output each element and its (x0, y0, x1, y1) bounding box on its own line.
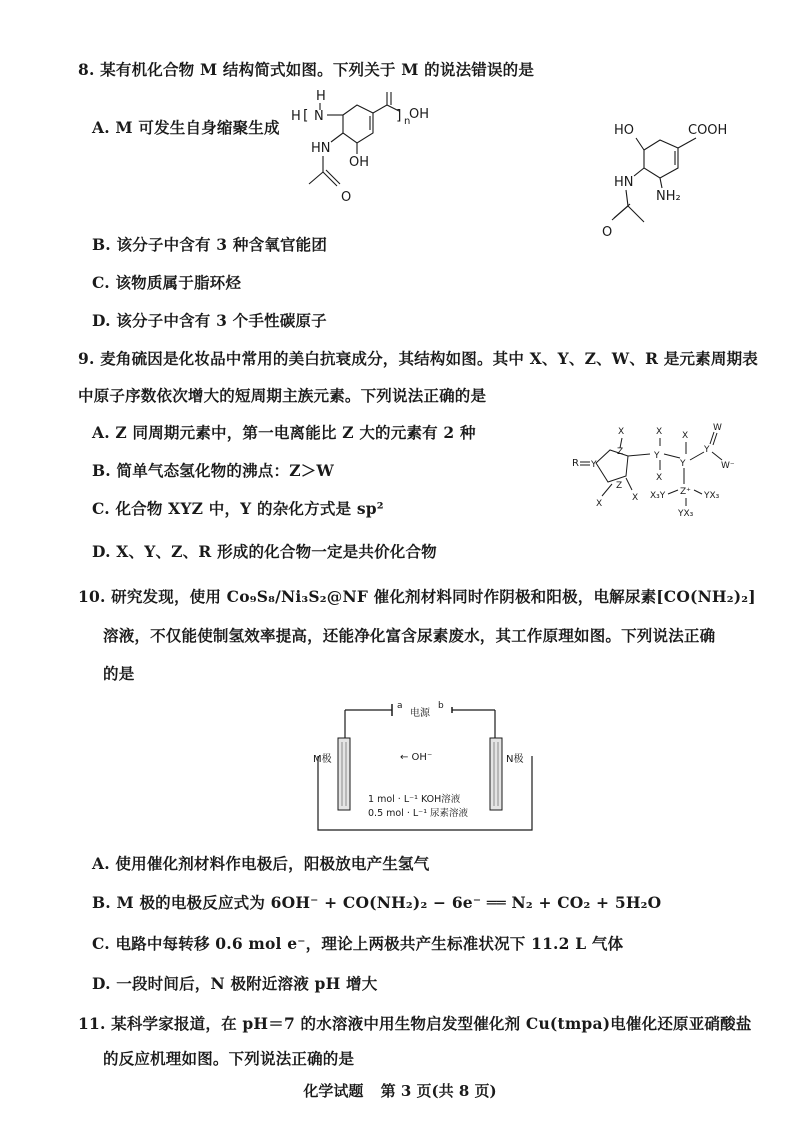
q10-stem-line3: 的是 (103, 664, 135, 683)
q10-option-d: D. 一段时间后，N 极附近溶液 pH 增大 (92, 974, 378, 993)
svg-text:[: [ (303, 108, 309, 124)
m-electrode-label: M极 (313, 754, 332, 765)
solution-koh-label: 1 mol · L⁻¹ KOH溶液 (368, 794, 461, 805)
polymer-oh-ring: OH (349, 155, 370, 170)
polymer-h-top: H (316, 89, 326, 104)
molecule-ho: HO (614, 123, 635, 138)
q11-stem-line2: 的反应机理如图。下列说法正确的是 (103, 1049, 355, 1068)
struct-x6: X (682, 431, 689, 441)
q10-option-c: C. 电路中每转移 0.6 mol e⁻，理论上两极共产生标准状况下 11.2 L 气体 (92, 934, 624, 953)
polymer-n: N (314, 109, 324, 124)
footer-page-number: 第 3 页(共 8 页) (380, 1082, 497, 1100)
struct-w-minus: W⁻ (721, 461, 735, 471)
power-terminal-a: a (397, 701, 403, 711)
struct-y1: Y (591, 460, 597, 470)
struct-y3: Y (680, 459, 686, 469)
solution-urea-label: 0.5 mol · L⁻¹ 尿素溶液 (368, 808, 469, 819)
polymer-oh: OH (409, 107, 430, 122)
q9-option-a: A. Z 同周期元素中，第一电离能比 Z 大的元素有 2 种 (92, 423, 476, 442)
power-source-label: 电源 (410, 708, 430, 719)
struct-x1: X (618, 427, 625, 437)
q8-option-a: A. M 可发生自身缩聚生成 (92, 118, 280, 137)
q10-electrolysis-diagram (300, 698, 550, 838)
q10-stem-line1: 10. 研究发现，使用 Co₉S₈/Ni₃S₂@NF 催化剂材料同时作阴极和阳极，电解尿素[CO(NH₂)₂] (78, 587, 756, 606)
page-footer (0, 1080, 800, 1101)
struct-w1: W (713, 423, 722, 433)
polymer-n-sub: n (404, 116, 411, 127)
q8-polymer-structure (285, 86, 455, 216)
q11-stem-line1: 11. 某科学家报道，在 pH＝7 的水溶液中用生物启发型催化剂 Cu(tmpa)电催化还原亚硝酸盐 (78, 1014, 752, 1033)
molecule-o: O (602, 225, 613, 240)
struct-x4: X (656, 427, 663, 437)
struct-yx3-bottom: YX₃ (678, 509, 694, 519)
struct-yx3-right: YX₃ (704, 491, 720, 501)
q9-stem-line2: 中原子序数依次增大的短周期主族元素。下列说法正确的是 (78, 386, 487, 405)
struct-z1: Z (617, 447, 624, 457)
polymer-h-left: H (291, 109, 301, 124)
polymer-o: O (341, 190, 352, 205)
q10-option-b: B. M 极的电极反应式为 6OH⁻ + CO(NH₂)₂ − 6e⁻ ══ N₂ + CO₂ + 5H₂O (92, 893, 662, 912)
svg-text:]: ] (396, 108, 402, 124)
q9-option-d: D. X、Y、Z、R 形成的化合物一定是共价化合物 (92, 542, 437, 561)
molecule-nh2: NH₂ (656, 189, 681, 204)
q8-stem: 8. 某有机化合物 M 结构简式如图。下列关于 M 的说法错误的是 (78, 60, 535, 79)
hydroxide-migration-label: ← OH⁻ (400, 752, 433, 763)
q10-stem-line2: 溶液，不仅能使制氢效率提高，还能净化富含尿素废水，其工作原理如图。下列说法正确 (103, 626, 716, 645)
struct-x3: X (632, 493, 639, 503)
struct-y4: Y (704, 445, 710, 455)
molecule-cooh: COOH (688, 123, 728, 138)
struct-yx3-left: X₃Y (650, 491, 666, 501)
struct-z-plus: Z⁺ (680, 487, 691, 497)
struct-x2: X (596, 499, 603, 509)
q8-molecule-m (600, 112, 775, 242)
polymer-hn: HN (311, 141, 331, 156)
q8-option-d: D. 该分子中含有 3 个手性碳原子 (92, 311, 327, 330)
struct-r: R (572, 458, 579, 469)
q8-option-c: C. 该物质属于脂环烃 (92, 273, 242, 292)
power-terminal-b: b (438, 701, 444, 711)
struct-y2: Y (654, 451, 660, 461)
q9-option-c: C. 化合物 XYZ 中，Y 的杂化方式是 sp² (92, 499, 384, 518)
q10-option-a: A. 使用催化剂材料作电极后，阳极放电产生氢气 (92, 854, 430, 873)
q9-structure (570, 418, 735, 528)
molecule-hn: HN (614, 175, 634, 190)
q9-option-b: B. 简单气态氢化物的沸点：Z＞W (92, 461, 335, 480)
footer-subject: 化学试题 (303, 1082, 364, 1100)
q9-stem-line1: 9. 麦角硫因是化妆品中常用的美白抗衰成分，其结构如图。其中 X、Y、Z、W、R 是元素周期表 (78, 349, 758, 368)
struct-z2: Z (616, 481, 623, 491)
n-electrode-label: N极 (506, 754, 524, 765)
q8-option-b: B. 该分子中含有 3 种含氧官能团 (92, 235, 328, 254)
struct-x5: X (656, 473, 663, 483)
